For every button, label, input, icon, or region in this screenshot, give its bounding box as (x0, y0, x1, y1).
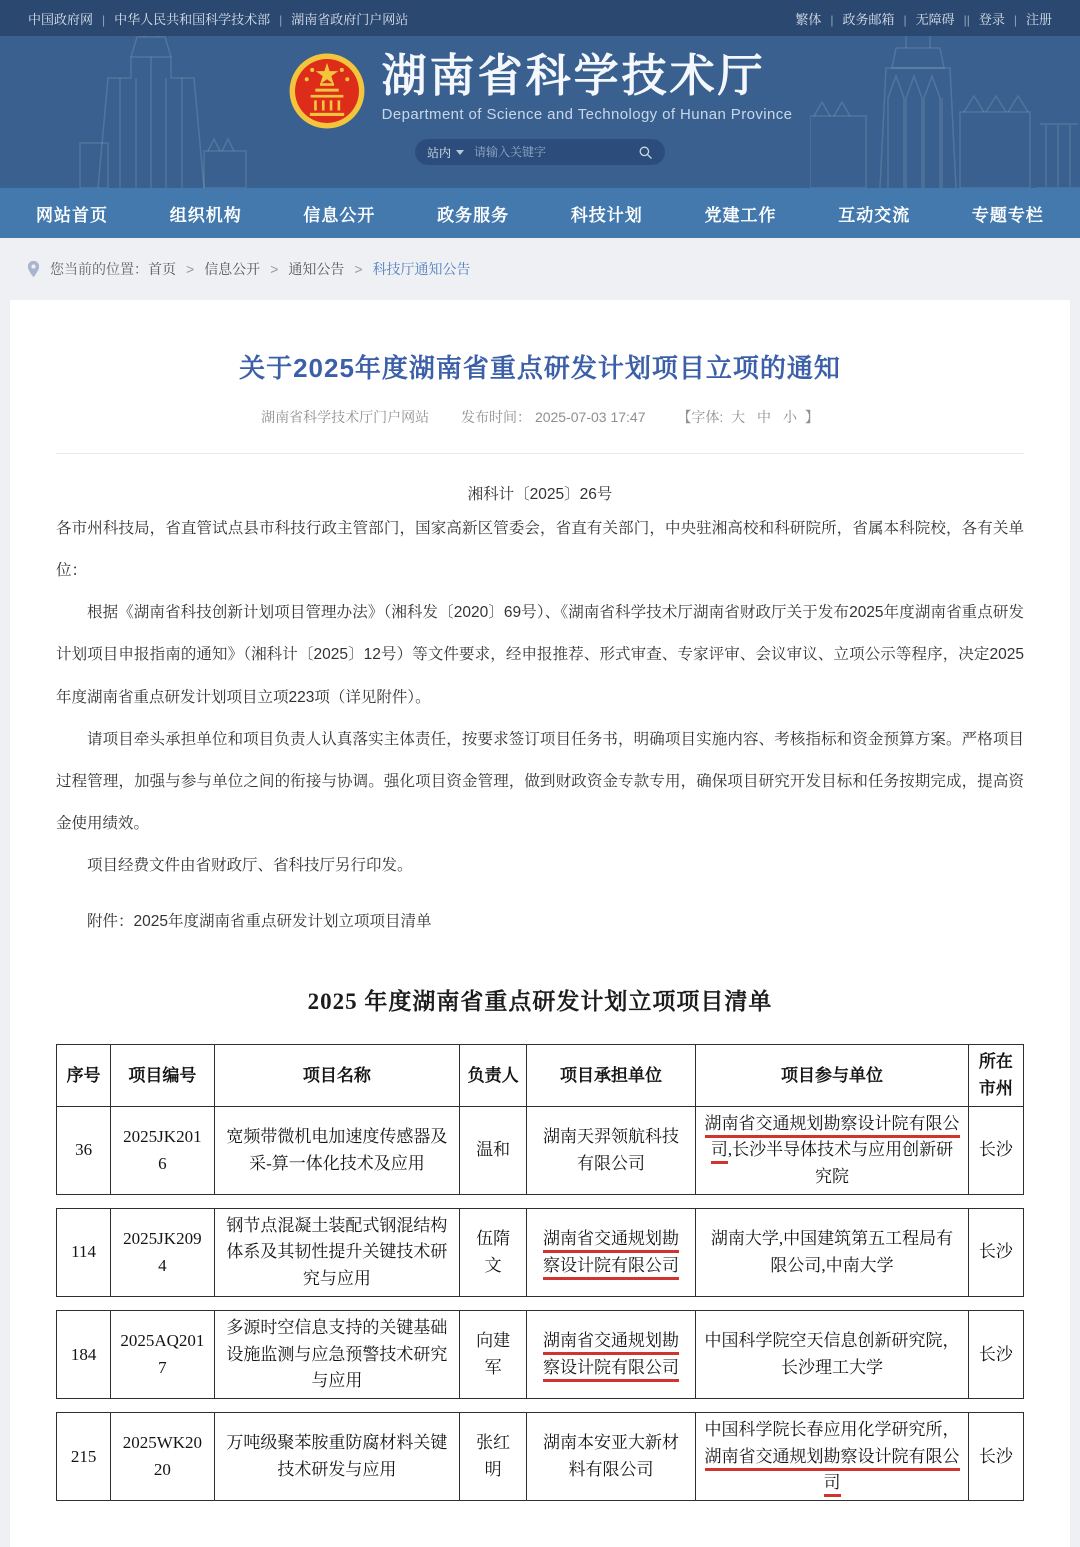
nav-item-information[interactable]: 信息公开 (303, 205, 376, 225)
link-register[interactable]: 注册 (1025, 11, 1052, 27)
cell-leader: 温和 (460, 1107, 527, 1195)
content-band (0, 238, 1080, 1547)
separator: | (102, 12, 106, 27)
cell-seq: 184 (57, 1311, 111, 1399)
article-meta (56, 407, 1024, 454)
column-header: 项目承担单位 (526, 1045, 695, 1107)
topbar-right-links (795, 9, 1052, 28)
search-scope-label: 站内 (427, 145, 452, 160)
top-utility-bar (0, 0, 1080, 36)
document-number: 湘科计〔2025〕26号 (467, 486, 613, 503)
red-underlined-text: 湖南省交通规划勘察设计院有限公司 (705, 1447, 960, 1497)
cell-city: 长沙 (968, 1413, 1023, 1501)
cell-name: 钢节点混凝土装配式钢混结构体系及其韧性提升关键技术研究与应用 (214, 1209, 460, 1297)
nav-item-party-building[interactable]: 党建工作 (704, 205, 777, 225)
cell-name: 万吨级聚苯胺重防腐材料关键技术研发与应用 (214, 1413, 460, 1501)
topbar-left-links (28, 9, 408, 28)
cell-code: 2025AQ2017 (111, 1311, 214, 1399)
breadcrumb-current[interactable]: 科技厅通知公告 (372, 261, 471, 277)
plain-text: ,长沙半导体技术与应用创新研究院 (727, 1140, 954, 1186)
column-header: 项目参与单位 (696, 1045, 969, 1107)
link-traditional-chinese[interactable]: 繁体 (795, 11, 822, 27)
plain-text: 湖南天羿领航科技有限公司 (543, 1127, 680, 1173)
publish-time-value: 2025-07-03 17:47 (534, 409, 646, 425)
paragraph-salutation: 各市州科技局，省直管试点县市科技行政主管部门，国家高新区管委会，省直有关部门，中央驻湘高校和科研院所，省属本科院校，各有关单位： (56, 520, 1024, 580)
column-header: 序号 (57, 1045, 111, 1107)
paragraph-basis: 根据《湖南省科技创新计划项目管理办法》（湘科发〔2020〕69号）、《湖南省科学技术厅湖南省财政厅关于发布2025年度湖南省重点研发计划项目申报指南的通知》（湘科计〔2025〕12号）等文件要求，经申报推荐、形式审查、专家评审、会议审议、立项公示等程序，决定2025年度湖南省重点研发计划项目立项223项（详见附件）。 (56, 604, 1024, 706)
plain-text: 中国科学院长春应用化学研究所， (704, 1420, 960, 1440)
article-body (56, 508, 1024, 887)
font-size-small[interactable]: 小 (782, 409, 797, 425)
cell-city: 长沙 (968, 1311, 1023, 1399)
cell-code: 2025WK2020 (111, 1413, 214, 1501)
chevron-down-icon (456, 150, 464, 155)
search-icon (638, 145, 653, 160)
table-header-row (57, 1045, 1024, 1107)
column-header: 项目名称 (214, 1045, 460, 1107)
attachment-table (56, 1044, 1024, 1195)
link-gov-mail[interactable]: 政务邮箱 (842, 11, 895, 27)
font-size-large[interactable]: 大 (731, 409, 746, 425)
national-emblem-logo (288, 52, 366, 130)
cell-city: 长沙 (968, 1209, 1023, 1297)
nav-item-sci-tech-plan[interactable]: 科技计划 (570, 205, 643, 225)
article-title: 关于2025年度湖南省重点研发计划项目立项的通知 (239, 353, 841, 383)
font-size-suffix: 】 (804, 409, 819, 425)
font-size-control (677, 409, 818, 425)
attachment-table (56, 1208, 1024, 1297)
plain-text: 中国科学院空天信息创新研究院，长沙理工大学 (704, 1331, 960, 1377)
breadcrumb-home[interactable]: 首页 (148, 261, 176, 277)
cell-participants (696, 1107, 969, 1195)
main-navigation (0, 188, 1080, 238)
breadcrumb (0, 238, 1080, 300)
column-header: 所在市州 (968, 1045, 1023, 1107)
table-row (57, 1311, 1024, 1399)
plain-text: 湖南大学,中国建筑第五工程局有限公司,中南大学 (710, 1229, 954, 1275)
column-header: 项目编号 (111, 1045, 214, 1107)
link-hunan-gov[interactable]: 湖南省政府门户网站 (291, 11, 409, 27)
cell-city: 长沙 (968, 1107, 1023, 1195)
article-source: 湖南省科学技术厅门户网站 (261, 409, 430, 425)
separator: | (830, 12, 834, 27)
table-row (57, 1413, 1024, 1501)
cell-undertaker (526, 1209, 695, 1297)
separator: | (903, 12, 907, 27)
link-login[interactable]: 登录 (978, 11, 1005, 27)
cell-name: 宽频带微机电加速度传感器及采-算一体化技术及应用 (214, 1107, 460, 1195)
cell-name: 多源时空信息支持的关键基础设施监测与应急预警技术研究与应用 (214, 1311, 460, 1399)
site-title: 湖南省科学技术厅 (381, 50, 766, 101)
article-card (10, 300, 1070, 1547)
nav-item-home[interactable]: 网站首页 (36, 205, 108, 225)
table-row (57, 1209, 1024, 1297)
paragraph-requirements: 请项目牵头承担单位和项目负责人认真落实主体责任，按要求签订项目任务书，明确项目实施内容、考核指标和资金预算方案。严格项目过程管理，加强与参与单位之间的衔接与协调。强化项目资金管理，做到财政资金专款专用，确保项目研究开发目标和任务按期完成，提高资金使用绩效。 (56, 730, 1024, 833)
plain-text: 湖南本安亚大新材料有限公司 (543, 1433, 680, 1479)
breadcrumb-separator: > (270, 261, 279, 277)
font-size-medium[interactable]: 中 (757, 409, 772, 425)
red-underlined-text: 湖南省交通规划勘察设计院有限公司 (705, 1114, 960, 1164)
table-row (57, 1107, 1024, 1195)
site-subtitle: Department of Science and Technology of Hunan Province (381, 106, 793, 124)
cell-undertaker (526, 1107, 695, 1195)
cell-leader: 向建军 (460, 1311, 527, 1399)
site-header (0, 36, 1080, 188)
search-scope-selector[interactable] (427, 144, 464, 161)
breadcrumb-label: 您当前的位置： (50, 261, 148, 277)
separator: | (279, 12, 283, 27)
attachment-tables (56, 1044, 1024, 1501)
nav-item-interaction[interactable]: 互动交流 (838, 205, 911, 225)
cell-code: 2025JK2016 (111, 1107, 214, 1195)
nav-item-services[interactable]: 政务服务 (437, 205, 510, 225)
location-pin-icon (26, 260, 41, 278)
site-title-block (382, 52, 793, 123)
cell-seq: 36 (57, 1107, 111, 1195)
red-underlined-text: 湖南省交通规划勘察设计院有限公司 (543, 1229, 679, 1279)
cell-undertaker (526, 1413, 695, 1501)
search-input[interactable] (474, 145, 638, 159)
cell-leader: 张红明 (460, 1413, 527, 1501)
red-underlined-text: 湖南省交通规划勘察设计院有限公司 (543, 1331, 679, 1381)
nav-item-organization[interactable]: 组织机构 (169, 205, 242, 225)
attachment-link-line[interactable]: 附件：2025年度湖南省重点研发计划立项项目清单 (87, 913, 432, 931)
publish-time-label: 发布时间： (461, 409, 532, 425)
breadcrumb-separator: > (354, 261, 363, 277)
cell-participants (696, 1413, 969, 1501)
cell-seq: 215 (57, 1413, 111, 1501)
font-size-prefix: 【字体: (677, 409, 724, 425)
publish-time (461, 409, 649, 425)
attachment-table (56, 1412, 1024, 1501)
cell-undertaker (526, 1311, 695, 1399)
search-button[interactable] (638, 145, 653, 160)
separator: | (1013, 12, 1017, 27)
link-most[interactable]: 中华人民共和国科学技术部 (114, 11, 271, 27)
cell-seq: 114 (57, 1209, 111, 1297)
separator: || (963, 12, 970, 27)
search-bar (415, 139, 665, 165)
cell-participants (696, 1209, 969, 1297)
breadcrumb-separator: > (186, 261, 195, 277)
cell-code: 2025JK2094 (111, 1209, 214, 1297)
link-accessibility[interactable]: 无障碍 (915, 11, 955, 27)
nav-item-special-topics[interactable]: 专题专栏 (971, 205, 1044, 225)
breadcrumb-notices[interactable]: 通知公告 (288, 261, 345, 277)
paragraph-funding: 项目经费文件由省财政厅、省科技厅另行印发。 (87, 857, 413, 875)
cell-participants (696, 1311, 969, 1399)
attachment-table-title: 2025 年度湖南省重点研发计划立项项目清单 (307, 989, 773, 1015)
column-header: 负责人 (460, 1045, 527, 1107)
header-branding (0, 36, 1080, 130)
breadcrumb-information[interactable]: 信息公开 (204, 261, 261, 277)
cell-leader: 伍隋文 (460, 1209, 527, 1297)
attachment-table (56, 1310, 1024, 1399)
link-china-gov[interactable]: 中国政府网 (28, 11, 94, 27)
